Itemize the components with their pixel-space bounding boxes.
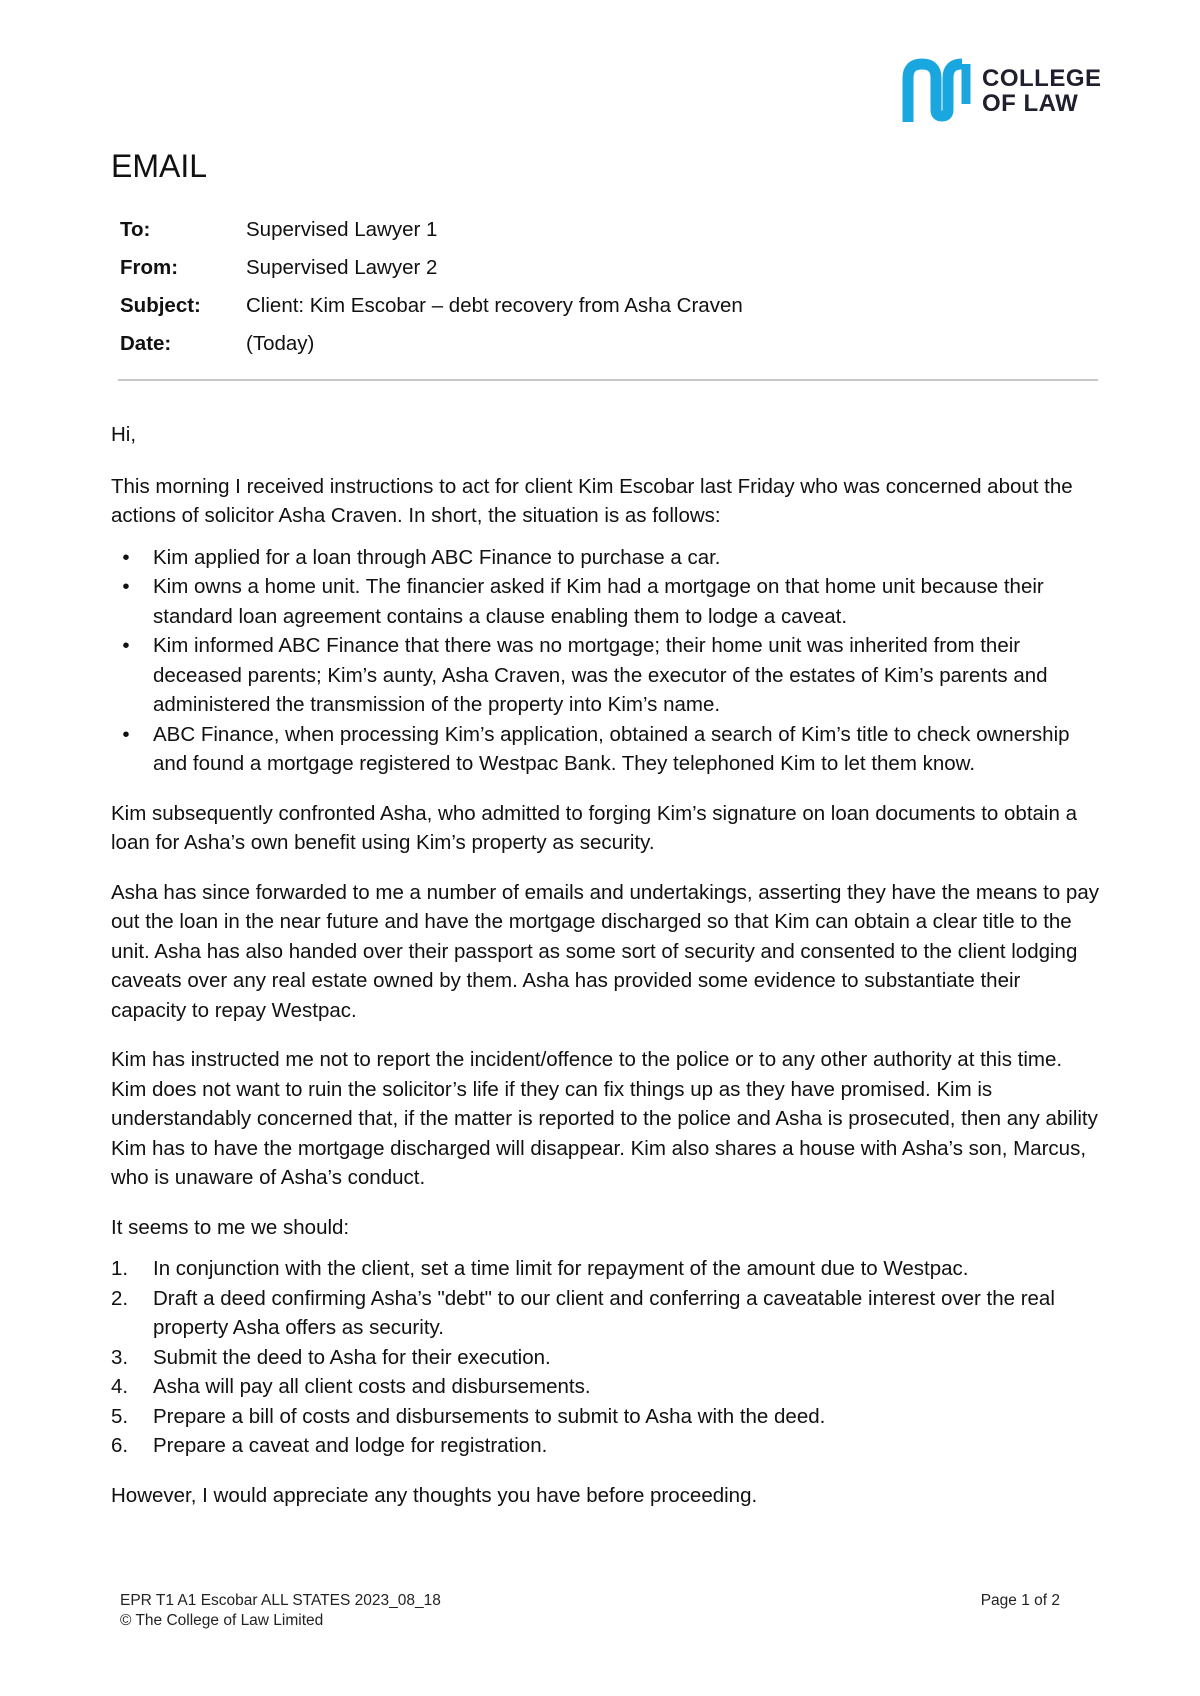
list-item — [111, 1402, 1101, 1432]
list-item — [111, 572, 1101, 631]
header-value: Supervised Lawyer 2 — [246, 256, 438, 279]
header-label: Date: — [120, 332, 172, 355]
body-paragraph: Kim subsequently confronted Asha, who admitted to forging Kim’s signature on loan documents to obtain a loan for Asha’s own benefit using Kim’s property as security. — [111, 801, 1077, 854]
step-number: 3. — [111, 1345, 129, 1369]
list-item — [111, 543, 1101, 573]
logo-wordmark — [982, 66, 1102, 116]
header-divider — [118, 379, 1098, 381]
header-row-from — [120, 256, 743, 294]
footer-copyright: © The College of Law Limited — [120, 1612, 324, 1629]
list-item-text: Kim informed ABC Finance that there was no mortgage; their home unit was inherited from their deceased parents; Kim’s aunty, Asha Craven, was the executor of the estates of Kim’s parents and administered the transmission of the property into Kim’s name. — [153, 634, 1048, 716]
list-item — [111, 1343, 1101, 1373]
body-paragraph: Asha has since forwarded to me a number of emails and undertakings, asserting they have the means to pay out the loan in the near future and have the mortgage discharged so that Kim can obtain a clear title to the unit. Asha has also handed over their passport as some sort of security and consented to the client lodging caveats over any real estate owned by them. Asha has provided some evidence to substantiate their capacity to repay Westpac. — [111, 880, 1099, 1022]
header-value: (Today) — [246, 332, 315, 355]
footer-reference: EPR T1 A1 Escobar ALL STATES 2023_08_18 — [120, 1592, 441, 1609]
greeting: Hi, — [111, 423, 137, 446]
list-item — [111, 720, 1101, 779]
list-item-text: Kim owns a home unit. The financier asked if Kim had a mortgage on that home unit because their standard loan agreement contains a clause enabling them to lodge a caveat. — [153, 575, 1044, 628]
college-of-law-logo-icon — [900, 58, 972, 124]
document-title: EMAIL — [111, 148, 208, 184]
header-label: To: — [120, 218, 151, 241]
logo-line-1: COLLEGE — [982, 65, 1102, 92]
list-item-text: Kim applied for a loan through ABC Finance to purchase a car. — [153, 545, 721, 569]
bullet-dot-icon: • — [122, 634, 130, 657]
step-number: 1. — [111, 1257, 129, 1280]
list-item — [111, 1372, 1101, 1402]
closing-paragraph: However, I would appreciate any thoughts you have before proceeding. — [111, 1483, 758, 1507]
step-text: Prepare a caveat and lodge for registration. — [153, 1434, 548, 1457]
body-paragraph: Kim has instructed me not to report the incident/offence to the police or to any other authority at this time. Kim does not want to ruin the solicitor’s life if they can fix things up as they have promised. Kim is understandably concerned that, if the matter is reported to the police and Asha is prosecuted, then any ability Kim has to have the mortgage discharged will disappear. Kim also shares a house with Asha’s son, Marcus, who is unaware of Asha’s conduct. — [111, 1048, 1098, 1189]
list-item-text: ABC Finance, when processing Kim’s application, obtained a search of Kim’s title to check ownership and found a mortgage registered to Westpac Bank. They telephoned Kim to let them know. — [153, 722, 1070, 775]
logo-line-2: OF LAW — [982, 90, 1079, 117]
header-row-date — [120, 332, 743, 370]
college-of-law-logo — [900, 58, 1102, 124]
step-number: 2. — [111, 1286, 129, 1310]
header-value: Supervised Lawyer 1 — [246, 218, 438, 241]
list-item — [111, 631, 1101, 720]
situation-list — [111, 543, 1101, 779]
page-number: Page 1 of 2 — [980, 1592, 1060, 1609]
email-body — [111, 420, 1101, 1530]
header-row-subject — [120, 294, 743, 332]
list-item — [111, 1284, 1101, 1343]
step-number: 5. — [111, 1404, 129, 1428]
email-headers — [120, 218, 743, 370]
step-text: In conjunction with the client, set a time limit for repayment of the amount due to Westpac. — [153, 1257, 969, 1280]
header-value: Client: Kim Escobar – debt recovery from Asha Craven — [246, 294, 743, 317]
steps-intro: It seems to me we should: — [111, 1215, 350, 1239]
step-number: 4. — [111, 1375, 129, 1398]
list-item — [111, 1431, 1101, 1461]
step-text: Prepare a bill of costs and disbursements to submit to Asha with the deed. — [153, 1404, 826, 1428]
bullet-dot-icon: • — [122, 575, 130, 598]
step-text: Draft a deed confirming Asha’s "debt" to our client and conferring a caveatable interest over the real property Asha offers as security. — [153, 1286, 1055, 1339]
header-label: From: — [120, 256, 179, 279]
step-text: Asha will pay all client costs and disbursements. — [153, 1375, 591, 1398]
bullet-dot-icon: • — [122, 722, 130, 746]
header-row-to — [120, 218, 743, 256]
intro-paragraph: This morning I received instructions to act for client Kim Escobar last Friday who was concerned about the actions of solicitor Asha Craven. In short, the situation is as follows: — [111, 474, 1073, 527]
step-number: 6. — [111, 1434, 129, 1457]
header-label: Subject: — [120, 294, 201, 317]
list-item — [111, 1254, 1101, 1284]
bullet-dot-icon: • — [122, 545, 130, 569]
step-text: Submit the deed to Asha for their execution. — [153, 1345, 551, 1369]
steps-list — [111, 1254, 1101, 1461]
page-footer — [120, 1591, 1060, 1631]
